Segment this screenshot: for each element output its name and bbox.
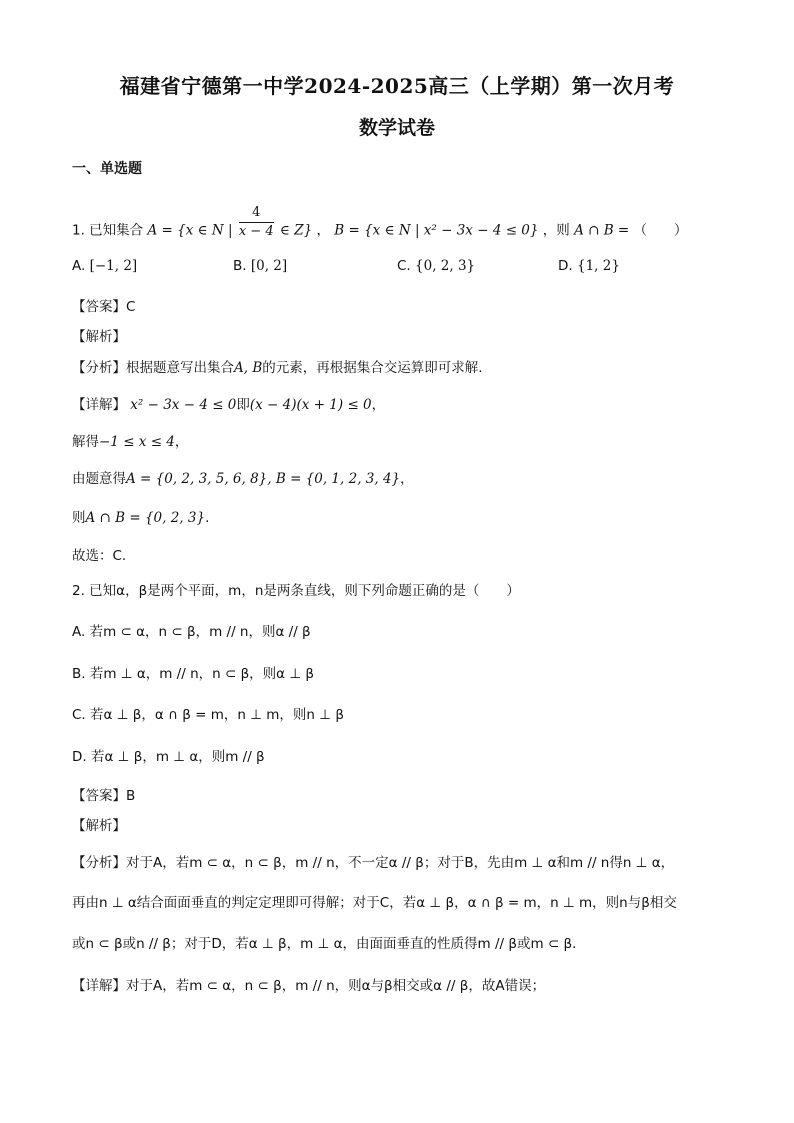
- detail-text: .: [205, 510, 210, 526]
- q1-fraction: [239, 204, 274, 241]
- analysis-text: 的元素，再根据集合交运算即可求解.: [262, 360, 483, 376]
- option-value: {1, 2}: [576, 258, 620, 274]
- analysis-math: A, B: [234, 360, 263, 376]
- q2-jiexi: 【解析】: [72, 818, 126, 834]
- detail-text: 解得: [72, 434, 99, 450]
- section-heading: 一、单选题: [72, 161, 142, 177]
- q1-then: ，则: [542, 222, 570, 239]
- option-label: B.: [233, 258, 247, 274]
- q1-intersect: A ∩ B =: [574, 222, 630, 239]
- option-label: C.: [397, 258, 411, 274]
- q2-answer: 【答案】B: [72, 788, 136, 804]
- detail-text: ，: [400, 471, 414, 487]
- q2-detail-line-1: 【详解】对于A，若m ⊂ α，n ⊂ β，m // n，则α与β相交或α // β，故A错误；: [72, 978, 546, 994]
- q2-option-a: A. 若m ⊂ α，n ⊂ β，m // n，则α // β: [72, 624, 311, 640]
- detail-text: ，: [371, 397, 386, 413]
- q1-number: 1. 已知集合: [72, 222, 144, 239]
- option-label: D.: [558, 258, 573, 274]
- detail-text: ，: [174, 434, 189, 450]
- option-value: [0, 2]: [250, 258, 288, 274]
- q1-setA-right: ∈ Z}: [279, 222, 313, 239]
- q2-analysis-line-3: 或n ⊂ β或n // β；对于D，若α ⊥ β，m ⊥ α，由面面垂直的性质得m // β或m ⊂ β.: [72, 936, 577, 952]
- q1-analysis: [72, 358, 483, 378]
- q1-detail-line-4: [72, 508, 209, 528]
- q1-setA-left: A = {x ∈ N |: [147, 222, 233, 239]
- option-value: {0, 2, 3}: [415, 258, 476, 274]
- detail-math: A = {0, 2, 3, 5, 6, 8}, B = {0, 1, 2, 3, 4}: [126, 471, 401, 487]
- q1-paren: （ ）: [633, 222, 688, 239]
- q2-option-c: C. 若α ⊥ β，α ∩ β = m，n ⊥ m，则n ⊥ β: [72, 707, 344, 723]
- q1-detail-line-1: [72, 395, 385, 415]
- detail-text: 由题意得: [72, 471, 126, 487]
- detail-math: −1 ≤ x ≤ 4: [99, 434, 175, 450]
- page-subtitle: 数学试卷: [358, 117, 435, 139]
- q2-option-b: B. 若m ⊥ α，m // n，n ⊂ β，则α ⊥ β: [72, 666, 315, 682]
- q1-option-d: [558, 258, 620, 274]
- q2-analysis-line-2: 再由n ⊥ α结合面面垂直的判定定理即可得解；对于C，若α ⊥ β，α ∩ β = m，n ⊥ m，则n与β相交: [72, 895, 677, 911]
- option-value: [−1, 2]: [89, 258, 138, 274]
- q1-option-b: [233, 258, 287, 274]
- detail-math: A ∩ B = {0, 2, 3}: [85, 510, 206, 526]
- page-title: 福建省宁德第一中学2024-2025高三（上学期）第一次月考: [119, 74, 675, 98]
- q2-option-d: D. 若α ⊥ β，m ⊥ α，则m // β: [72, 749, 265, 765]
- q2-analysis-line-1: 【分析】对于A，若m ⊂ α，n ⊂ β，m // n，不一定α // β；对于B，先由m ⊥ α和m // n得n ⊥ α，: [72, 855, 675, 871]
- q1-option-c: [397, 258, 475, 274]
- detail-tag: 【详解】: [72, 397, 126, 413]
- q1-jiexi: 【解析】: [72, 329, 126, 345]
- q2-stem: 2. 已知α，β是两个平面，m，n是两条直线，则下列命题正确的是（ ）: [72, 583, 520, 599]
- analysis-text: 根据题意写出集合: [126, 360, 234, 376]
- q1-comma: ，: [316, 222, 330, 239]
- q1-setB: B = {x ∈ N | x² − 3x − 4 ≤ 0}: [334, 222, 539, 239]
- q1-frac-denominator: x − 4: [238, 224, 274, 239]
- q1-answer: 【答案】C: [72, 299, 136, 315]
- detail-text: 即: [236, 397, 250, 413]
- q1-frac-numerator: 4: [239, 204, 274, 223]
- option-label: A.: [72, 258, 86, 274]
- q1-detail-line-2: [72, 432, 188, 452]
- q1-detail-line-3: [72, 469, 414, 489]
- detail-math: x² − 3x − 4 ≤ 0: [130, 397, 237, 413]
- q1-option-a: [72, 258, 137, 274]
- detail-text: 则: [72, 510, 86, 526]
- q1-stem: [72, 205, 688, 249]
- analysis-tag: 【分析】: [72, 360, 126, 376]
- detail-math: (x − 4)(x + 1) ≤ 0: [249, 397, 372, 413]
- q1-choice: 故选：C.: [72, 548, 127, 564]
